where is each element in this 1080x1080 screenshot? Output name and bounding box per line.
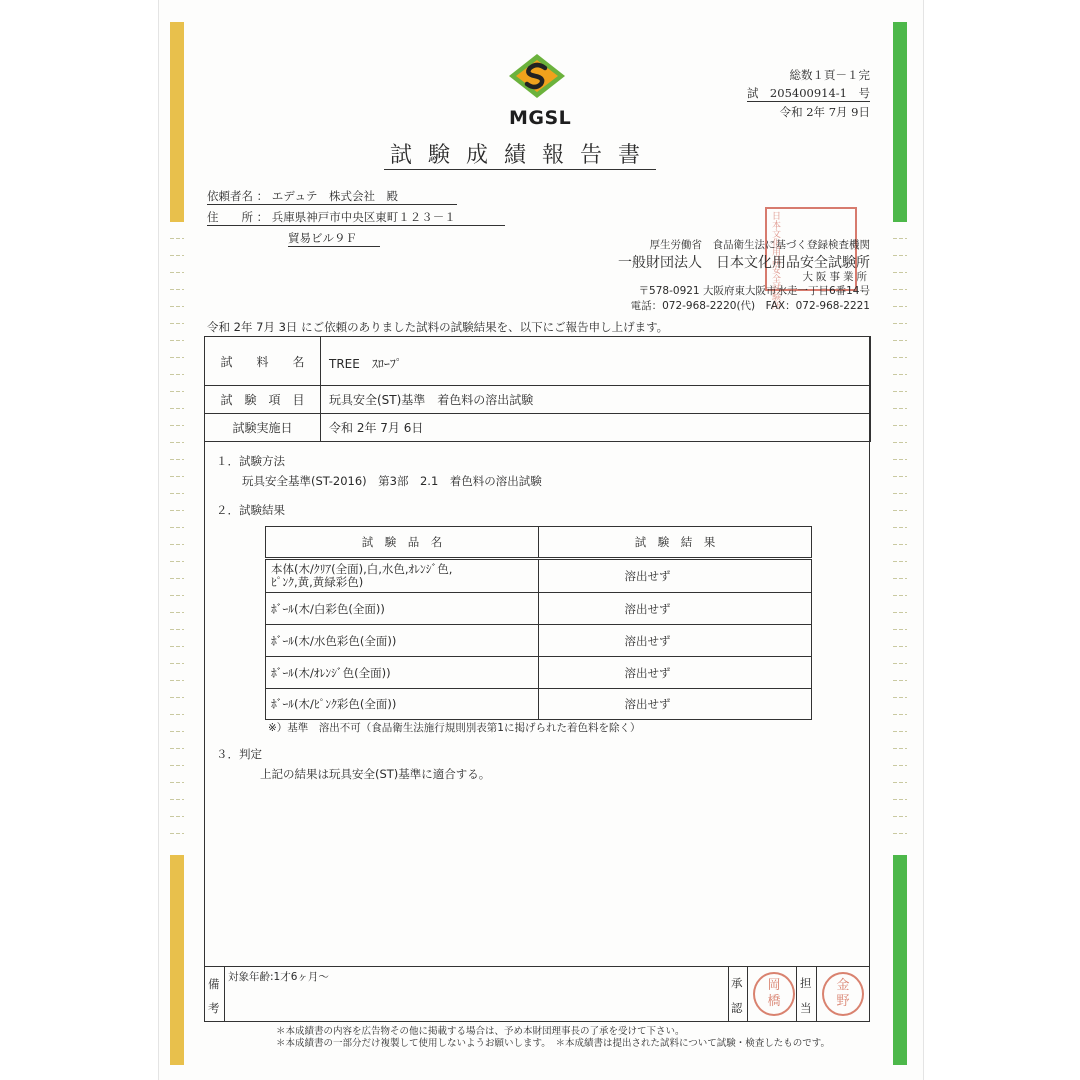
perforation-dash xyxy=(170,612,184,613)
footer-note-2: ＊本成績書の一部分だけ複製して使用しないようお願いします。 ＊本成績書は提出された試料について試験・検査したものです。 xyxy=(276,1038,831,1049)
info-value: 令和 2年 7月 6日 xyxy=(321,414,871,442)
charge-box-divider xyxy=(816,966,817,1022)
issuer-phone: 電話：072-968-2220(代) FAX：072-968-2221 xyxy=(630,300,870,312)
perforation-dash xyxy=(170,595,184,596)
perforation-dash xyxy=(893,340,907,341)
perforation-dash xyxy=(893,306,907,307)
client-address-line2: 貿易ビル９Ｆ xyxy=(288,230,380,247)
table-row xyxy=(266,625,812,657)
perforation-dash xyxy=(170,374,184,375)
results-item: ﾎﾞｰﾙ(木/ｵﾚﾝｼﾞ色(全面)) xyxy=(266,657,539,689)
remarks-label-top: 備 xyxy=(208,977,220,991)
section1-body: 玩具安全基準(ST-2016) 第3部 2.1 着色料の溶出試験 xyxy=(242,474,542,488)
table-row xyxy=(266,657,812,689)
perforation-dash xyxy=(893,629,907,630)
perforation-dash xyxy=(170,357,184,358)
perforation-dash xyxy=(893,255,907,256)
info-value: 玩具安全(ST)基準 着色料の溶出試験 xyxy=(321,386,871,414)
section3-heading: ３．判定 xyxy=(216,747,262,761)
perforation-dash xyxy=(893,833,907,834)
perforation-dash xyxy=(170,425,184,426)
results-item: ﾎﾞｰﾙ(木/水色彩色(全面)) xyxy=(266,625,539,657)
charge-divider xyxy=(796,966,797,1022)
perforation-dash xyxy=(170,748,184,749)
issuer-office: 大阪事業所 xyxy=(802,271,870,283)
client-name-row xyxy=(207,188,457,205)
perforation-dash xyxy=(893,782,907,783)
perforation-dash xyxy=(170,680,184,681)
results-item-line2: ﾋﾟﾝｸ,黄,黄緑彩色) xyxy=(271,575,364,589)
perforation-dash xyxy=(893,663,907,664)
results-result: 溶出せず xyxy=(539,559,812,593)
results-col-result: 試 験 結 果 xyxy=(539,527,812,559)
perforation-dash xyxy=(170,238,184,239)
section1-heading: １．試験方法 xyxy=(216,454,285,468)
perforation-dash xyxy=(170,510,184,511)
perforation-dash xyxy=(170,272,184,273)
results-item: ﾎﾞｰﾙ(木/白彩色(全面)) xyxy=(266,593,539,625)
right-rail-bottom xyxy=(893,855,907,1065)
perforation-dash xyxy=(170,561,184,562)
perforation-dash xyxy=(893,493,907,494)
approve-divider xyxy=(728,966,729,1022)
issuer-org: 一般財団法人 日本文化用品安全試験所 xyxy=(618,255,870,271)
perforation-dash xyxy=(170,306,184,307)
perforation-dash xyxy=(170,527,184,528)
perforation-dash xyxy=(893,289,907,290)
perforation-dash xyxy=(170,544,184,545)
approve-label-bottom: 認 xyxy=(731,1001,743,1015)
results-result: 溶出せず xyxy=(539,657,812,689)
mgsl-logo-icon xyxy=(505,52,569,100)
results-header-row xyxy=(266,527,812,559)
perforation-dash xyxy=(170,340,184,341)
results-result: 溶出せず xyxy=(539,689,812,720)
info-label: 試 料 名 xyxy=(205,337,321,386)
perforation-dash xyxy=(893,374,907,375)
perforation-dash xyxy=(170,391,184,392)
section2-heading: ２．試験結果 xyxy=(216,503,285,517)
issuer-ministry: 厚生労働省 食品衛生法に基づく登録検査機関 xyxy=(649,239,870,251)
footer-note-1: ＊本成績書の内容を広告物その他に掲載する場合は、予め本財団理事長の了承を受けて下さい。 xyxy=(276,1026,685,1037)
perforation-dash xyxy=(893,357,907,358)
charge-label-top: 担 xyxy=(800,976,812,990)
results-col-item: 試 験 品 名 xyxy=(266,527,539,559)
perforation-dash xyxy=(893,544,907,545)
perforation-dash xyxy=(893,561,907,562)
perforation-dash xyxy=(170,255,184,256)
perforation-dash xyxy=(893,680,907,681)
perforation-dash xyxy=(893,476,907,477)
results-item-line1: 本体(木/ｸﾘｱ(全面),白,水色,ｵﾚﾝｼﾞ色, xyxy=(271,562,453,576)
page-count: 総数１頁－１完 xyxy=(789,68,870,82)
info-row-item xyxy=(205,386,871,414)
section3-body: 上記の結果は玩具安全(ST)基準に適合する。 xyxy=(260,767,491,781)
perforation-dash xyxy=(893,459,907,460)
logo-text: MGSL xyxy=(509,107,572,129)
client-address-row xyxy=(207,209,505,226)
perforation-dash xyxy=(893,714,907,715)
perforation-dash xyxy=(170,799,184,800)
report-number: 試 205400914-1 号 xyxy=(746,86,870,100)
perforation-dash xyxy=(893,595,907,596)
approve-box-divider xyxy=(747,966,748,1022)
results-result: 溶出せず xyxy=(539,593,812,625)
perforation-dash xyxy=(893,612,907,613)
remarks-divider xyxy=(224,966,225,1022)
client-address-label: 住 所 xyxy=(207,210,253,224)
charge-seal xyxy=(822,972,864,1016)
approve-seal-text: 岡 橋 xyxy=(767,978,781,1009)
perforation-dash xyxy=(893,697,907,698)
perforation-dash xyxy=(170,697,184,698)
client-name-value: ： エデュテ 株式会社 殿 xyxy=(256,189,398,203)
remarks-label-bottom: 考 xyxy=(208,1001,220,1015)
sample-info-table xyxy=(204,336,871,442)
client-name-label: 依頼者名 xyxy=(207,189,253,203)
results-item: ﾎﾞｰﾙ(木/ﾋﾟﾝｸ彩色(全面)) xyxy=(266,689,539,720)
table-row xyxy=(266,593,812,625)
perforation-dash xyxy=(170,663,184,664)
info-value: TREE ｽﾛｰﾌﾟ xyxy=(321,337,871,386)
charge-label-bottom: 当 xyxy=(800,1001,812,1015)
perforation-dash xyxy=(170,782,184,783)
perforation-dash xyxy=(893,442,907,443)
remarks-text: 対象年齢:1才6ヶ月～ xyxy=(228,971,329,983)
perforation-dash xyxy=(170,289,184,290)
perforation-dash xyxy=(170,731,184,732)
report-title: 試験成績報告書 xyxy=(384,138,656,170)
table-row xyxy=(266,689,812,720)
left-rail-bottom xyxy=(170,855,184,1065)
perforation-dash xyxy=(893,408,907,409)
perforation-dash xyxy=(893,799,907,800)
approve-seal xyxy=(753,972,795,1016)
perforation-dash xyxy=(893,510,907,511)
right-rail-top xyxy=(893,22,907,222)
perforation-dash xyxy=(170,578,184,579)
perforation-dash xyxy=(893,765,907,766)
perforation-dash xyxy=(893,646,907,647)
perforation-dash xyxy=(170,408,184,409)
mgsl-logo xyxy=(505,52,569,100)
info-label: 試験実施日 xyxy=(205,414,321,442)
perforation-dash xyxy=(893,816,907,817)
perforation-dash xyxy=(893,323,907,324)
issue-date: 令和 2年 7月 9日 xyxy=(779,105,870,119)
perforation-dash xyxy=(893,391,907,392)
issuer-seal-text: 日本文化用品安全試験所 xyxy=(770,211,780,310)
results-item xyxy=(266,559,539,593)
perforation-dash xyxy=(893,748,907,749)
info-row-date xyxy=(205,414,871,442)
perforation-dash xyxy=(170,459,184,460)
approve-label-top: 承 xyxy=(731,976,743,990)
issuer-address: 〒578-0921 大阪府東大阪市水走一丁目6番14号 xyxy=(638,285,870,297)
perforation-dash xyxy=(170,493,184,494)
perforation-dash xyxy=(893,238,907,239)
perforation-dash xyxy=(170,646,184,647)
results-result: 溶出せず xyxy=(539,625,812,657)
perforation-dash xyxy=(170,765,184,766)
intro-text: 令和 2年 7月 3日 にご依頼のありました試料の試験結果を、以下にご報告申し上げます。 xyxy=(207,320,669,334)
info-label: 試 験 項 目 xyxy=(205,386,321,414)
perforation-dash xyxy=(170,323,184,324)
perforation-dash xyxy=(893,527,907,528)
perforation-dash xyxy=(170,629,184,630)
perforation-dash xyxy=(170,833,184,834)
charge-seal-text: 金 野 xyxy=(836,978,850,1009)
client-address-value: ： 兵庫県神戸市中央区東町１２３－１ xyxy=(256,210,456,224)
perforation-dash xyxy=(893,425,907,426)
perforation-dash xyxy=(170,476,184,477)
info-row-sample xyxy=(205,337,871,386)
left-rail-top xyxy=(170,22,184,222)
results-note: ※）基準 溶出不可（食品衛生法施行規則別表第1に掲げられた着色料を除く） xyxy=(268,722,641,734)
table-row xyxy=(266,559,812,593)
perforation-dash xyxy=(893,731,907,732)
perforation-dash xyxy=(170,816,184,817)
perforation-dash xyxy=(893,578,907,579)
results-table xyxy=(265,526,812,720)
perforation-dash xyxy=(170,714,184,715)
perforation-dash xyxy=(170,442,184,443)
perforation-dash xyxy=(893,272,907,273)
